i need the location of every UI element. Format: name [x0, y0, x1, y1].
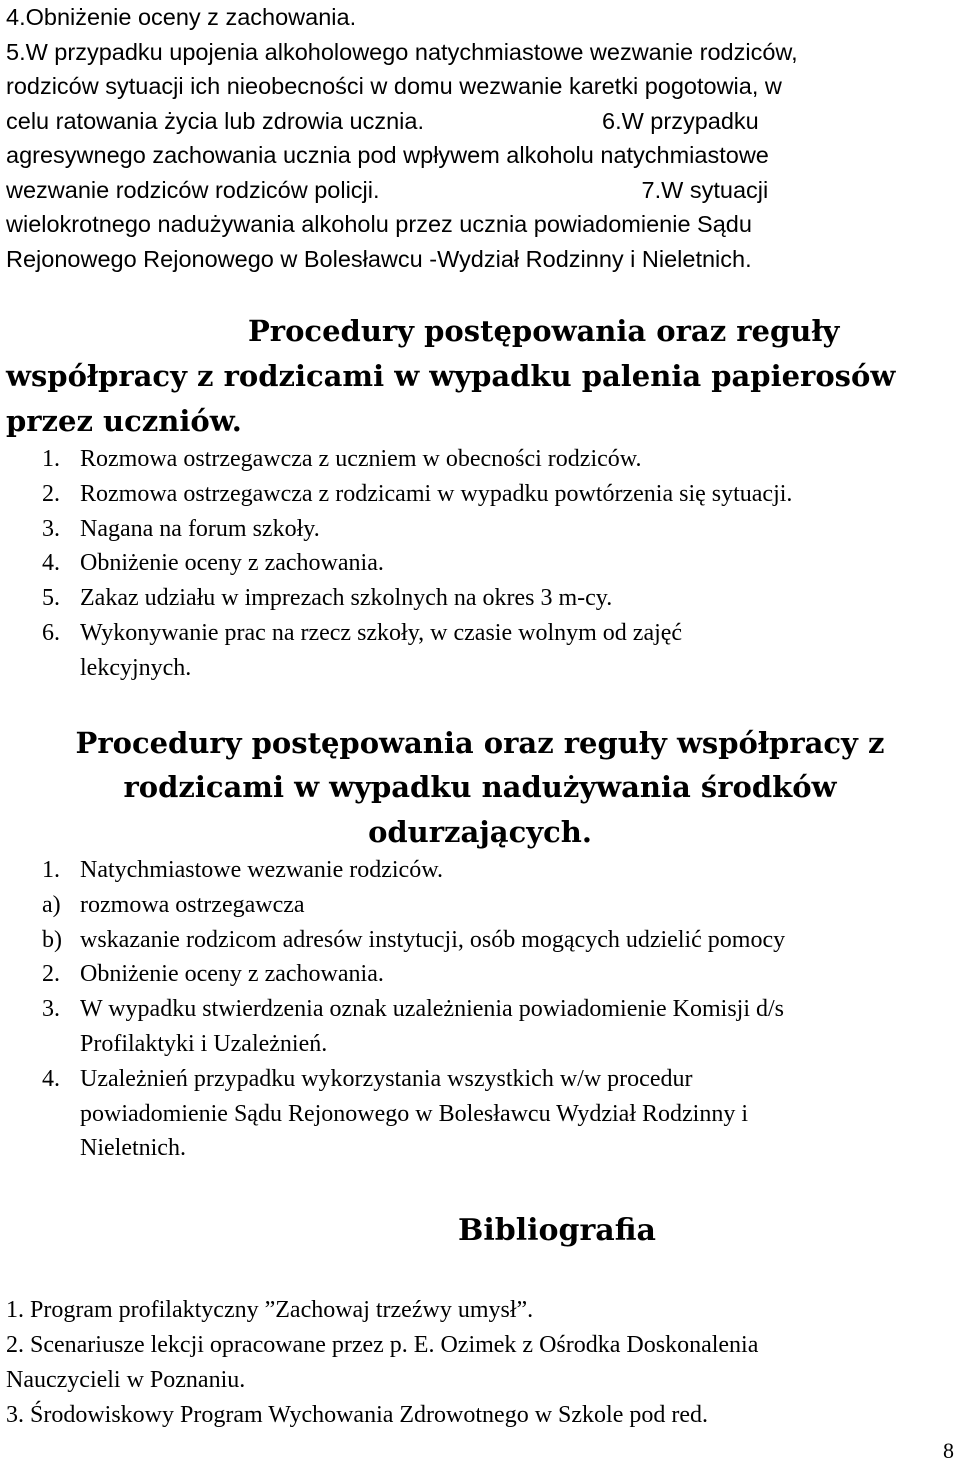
list-item	[42, 992, 957, 1027]
list-text: Nagana na forum szkoły.	[80, 515, 320, 542]
list-text: Obniżenie oceny z zachowania.	[80, 550, 384, 577]
list-text: Rozmowa ostrzegawcza z uczniem w obecności rodziców.	[80, 446, 642, 472]
list-text: rozmowa ostrzegawcza	[80, 891, 305, 918]
list-item	[42, 616, 952, 651]
bibliography-list	[6, 1293, 956, 1433]
list-number: 6.	[42, 619, 60, 646]
text-line: agresywnego zachowania ucznia pod wpływem alkoholu natychmiastowe	[6, 142, 769, 168]
list-item-continuation	[42, 651, 952, 686]
list-number: 2.	[42, 961, 60, 988]
text-segment: celu ratowania życia lub zdrowia ucznia.	[6, 107, 424, 134]
list-text: Rozmowa ostrzegawcza z rodzicami w wypadku powtórzenia się sytuacji.	[80, 480, 793, 507]
list-text: Wykonywanie prac na rzecz szkoły, w czasie wolnym od zajęć	[80, 619, 683, 646]
list-item	[42, 1062, 957, 1097]
text-segment: 7.W sytuacji	[641, 176, 769, 203]
list-item	[42, 512, 952, 547]
section1-heading-line2: współpracy z rodzicami w wypadku palenia papierosów	[6, 359, 896, 393]
text-line: Rejonowego Rejonowego w Bolesławcu -Wydział Rodzinny i Nieletnich.	[6, 245, 752, 272]
list-number: a)	[42, 891, 61, 918]
list-number: 4.	[42, 1065, 60, 1092]
list-number: 1.	[42, 857, 60, 883]
list-item	[42, 546, 952, 581]
list-number: 5.	[42, 585, 60, 612]
bibliography-entry: Nauczycieli w Poznaniu.	[6, 1367, 246, 1393]
section2-heading-line1: Procedury postępowania oraz reguły współpracy z	[75, 726, 885, 760]
text-line: 5.W przypadku upojenia alkoholowego natychmiastowe wezwanie rodziców,	[6, 38, 798, 65]
text-line: rodziców sytuacji ich nieobecności w domu wezwanie karetki pogotowia, w	[6, 73, 782, 99]
text-segment: wezwanie rodziców rodziców policji.	[6, 176, 380, 203]
list-item	[42, 957, 957, 992]
list-text: W wypadku stwierdzenia oznak uzależnienia powiadomienie Komisji d/s	[80, 996, 785, 1023]
list-item	[42, 853, 957, 888]
list-item-continuation	[42, 1097, 957, 1132]
list-item	[42, 581, 952, 616]
list-text: lekcyjnych.	[80, 654, 192, 681]
list-number: 2.	[42, 480, 60, 507]
list-text: Natychmiastowe wezwanie rodziców.	[80, 857, 443, 883]
list-text: Zakaz udziału w imprezach szkolnych na okres 3 m-cy.	[80, 585, 613, 612]
list-number: b)	[42, 926, 62, 953]
list-item-continuation	[42, 1131, 957, 1166]
list-text: wskazanie rodzicom adresów instytucji, osób mogących udzielić pomocy	[80, 926, 786, 953]
list-item	[42, 477, 952, 512]
list-text: Uzależnień przypadku wykorzystania wszystkich w/w procedur	[80, 1065, 693, 1092]
bibliography-entry: 3. Środowiskowy Program Wychowania Zdrowotnego w Szkole pod red.	[6, 1402, 708, 1428]
text-line: wielokrotnego nadużywania alkoholu przez ucznia powiadomienie Sądu	[6, 211, 752, 237]
list-item-continuation	[42, 1027, 957, 1062]
list-text: Profilaktyki i Uzależnień.	[80, 1030, 328, 1057]
text-line: 4.Obniżenie oceny z zachowania.	[6, 4, 357, 30]
section1-list	[42, 442, 952, 686]
list-number: 1.	[42, 446, 60, 472]
section2-heading-line3: odurzających.	[368, 815, 592, 849]
section2-list	[42, 853, 957, 1166]
list-number: 4.	[42, 550, 60, 577]
text-segment: 6.W przypadku	[602, 107, 759, 134]
intro-paragraph	[6, 0, 956, 276]
list-text: powiadomienie Sądu Rejonowego w Bolesławcu Wydział Rodzinny i	[80, 1100, 748, 1127]
list-text: Nieletnich.	[80, 1135, 186, 1162]
list-item	[42, 888, 957, 923]
text-line	[6, 173, 956, 208]
bibliography-entry: 2. Scenariusze lekcji opracowane przez p. E. Ozimek z Ośrodka Doskonalenia	[6, 1332, 759, 1358]
section2-heading-line2: rodzicami w wypadku nadużywania środków	[123, 770, 837, 804]
section1-heading-line3: przez uczniów.	[6, 404, 242, 438]
list-item	[42, 442, 952, 477]
section1-heading-line1: Procedury postępowania oraz reguły	[248, 314, 840, 348]
list-number: 3.	[42, 515, 60, 542]
list-number: 3.	[42, 996, 60, 1023]
list-text: Obniżenie oceny z zachowania.	[80, 961, 384, 988]
bibliography-title: Bibliografia	[457, 1213, 656, 1248]
text-line	[6, 104, 956, 139]
list-item	[42, 923, 957, 958]
page-number: 8	[943, 1438, 954, 1463]
bibliography-entry: 1. Program profilaktyczny ”Zachowaj trzeźwy umysł”.	[6, 1297, 534, 1323]
